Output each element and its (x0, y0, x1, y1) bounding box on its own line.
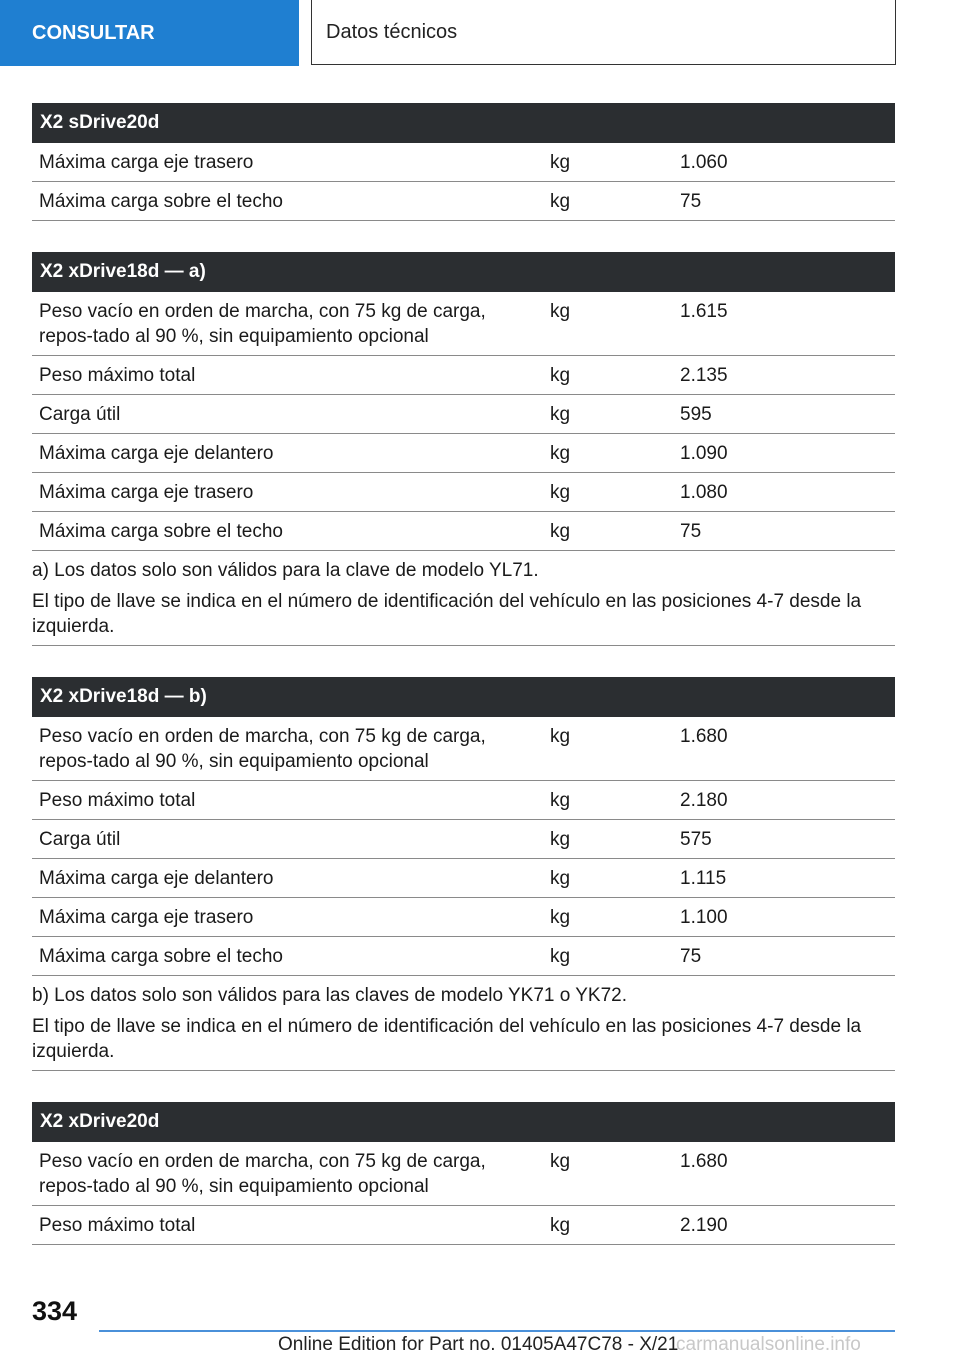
row-value: 75 (680, 521, 702, 542)
table-row (32, 356, 895, 395)
row-value: 595 (680, 404, 712, 425)
table-row (32, 1206, 895, 1245)
row-label: Peso máximo total (39, 365, 196, 386)
row-value: 75 (680, 191, 702, 212)
watermark: carmanualsonline.info (676, 1334, 861, 1355)
spec-table (32, 1102, 895, 1245)
row-unit: kg (550, 868, 571, 889)
table-row (32, 434, 895, 473)
row-value: 575 (680, 829, 712, 850)
footnote: El tipo de llave se indica en el número de identificación del vehículo en las posiciones 4-7 desde la izquierda. (32, 1016, 862, 1062)
row-value: 1.060 (680, 152, 728, 173)
table-row (32, 781, 895, 820)
row-label: Peso vacío en orden de marcha, con 75 kg de carga, repos-tado al 90 %, sin equipamiento opcional (39, 726, 486, 772)
row-label: Máxima carga eje delantero (39, 443, 274, 464)
row-value: 75 (680, 946, 702, 967)
row-unit: kg (550, 1151, 571, 1172)
row-unit: kg (550, 726, 571, 747)
row-unit: kg (550, 521, 571, 542)
row-unit: kg (550, 1215, 571, 1236)
table-row (32, 292, 895, 356)
table-title: X2 sDrive20d (32, 103, 895, 143)
table-notes (32, 551, 895, 646)
row-unit: kg (550, 907, 571, 928)
row-label: Máxima carga eje trasero (39, 907, 254, 928)
spec-table (32, 252, 895, 646)
row-unit: kg (550, 404, 571, 425)
table-row (32, 473, 895, 512)
row-value: 1.615 (680, 301, 728, 322)
row-unit: kg (550, 790, 571, 811)
section-title: Datos técnicos (326, 20, 458, 43)
row-value: 2.180 (680, 790, 728, 811)
table-row (32, 820, 895, 859)
row-unit: kg (550, 443, 571, 464)
row-unit: kg (550, 365, 571, 386)
row-unit: kg (550, 301, 571, 322)
row-value: 2.190 (680, 1215, 728, 1236)
table-row (32, 395, 895, 434)
row-unit: kg (550, 152, 571, 173)
edition-text: Online Edition for Part no. 01405A47C78 - X/21 (278, 1334, 679, 1355)
table-title: X2 xDrive20d (32, 1102, 895, 1142)
row-value: 1.680 (680, 726, 728, 747)
consult-tab-label: CONSULTAR (32, 21, 155, 44)
table-row (32, 182, 895, 221)
table-title: X2 xDrive18d — a) (32, 252, 895, 292)
footer-divider (99, 1330, 895, 1332)
row-value: 2.135 (680, 365, 728, 386)
table-notes (32, 976, 895, 1071)
table-row (32, 1142, 895, 1206)
spec-content (32, 103, 895, 1276)
row-value: 1.680 (680, 1151, 728, 1172)
table-row (32, 859, 895, 898)
row-label: Máxima carga sobre el techo (39, 191, 283, 212)
spec-table (32, 103, 895, 221)
row-unit: kg (550, 191, 571, 212)
row-label: Carga útil (39, 829, 121, 850)
table-row (32, 937, 895, 976)
row-unit: kg (550, 946, 571, 967)
row-label: Máxima carga eje trasero (39, 482, 254, 503)
row-label: Máxima carga eje delantero (39, 868, 274, 889)
row-value: 1.080 (680, 482, 728, 503)
page-number: 334 (32, 1296, 78, 1326)
table-title: X2 xDrive18d — b) (32, 677, 895, 717)
row-label: Peso vacío en orden de marcha, con 75 kg de carga, repos-tado al 90 %, sin equipamiento opcional (39, 301, 486, 347)
footnote: a) Los datos solo son válidos para la clave de modelo YL71. (32, 560, 539, 581)
row-unit: kg (550, 482, 571, 503)
row-label: Peso máximo total (39, 1215, 196, 1236)
table-row (32, 143, 895, 182)
row-label: Peso máximo total (39, 790, 196, 811)
row-label: Máxima carga sobre el techo (39, 946, 283, 967)
section-title-tab (311, 0, 896, 65)
table-row (32, 512, 895, 551)
row-label: Máxima carga eje trasero (39, 152, 254, 173)
footnote: b) Los datos solo son válidos para las claves de modelo YK71 o YK72. (32, 985, 628, 1006)
page-header (0, 0, 960, 66)
footnote: El tipo de llave se indica en el número de identificación del vehículo en las posiciones 4-7 desde la izquierda. (32, 591, 862, 637)
row-value: 1.100 (680, 907, 728, 928)
row-value: 1.115 (680, 868, 727, 889)
spec-table (32, 677, 895, 1071)
table-row (32, 717, 895, 781)
table-row (32, 898, 895, 937)
row-label: Carga útil (39, 404, 121, 425)
row-value: 1.090 (680, 443, 728, 464)
consult-tab[interactable] (0, 0, 299, 66)
row-unit: kg (550, 829, 571, 850)
row-label: Peso vacío en orden de marcha, con 75 kg de carga, repos-tado al 90 %, sin equipamiento opcional (39, 1151, 486, 1197)
row-label: Máxima carga sobre el techo (39, 521, 283, 542)
